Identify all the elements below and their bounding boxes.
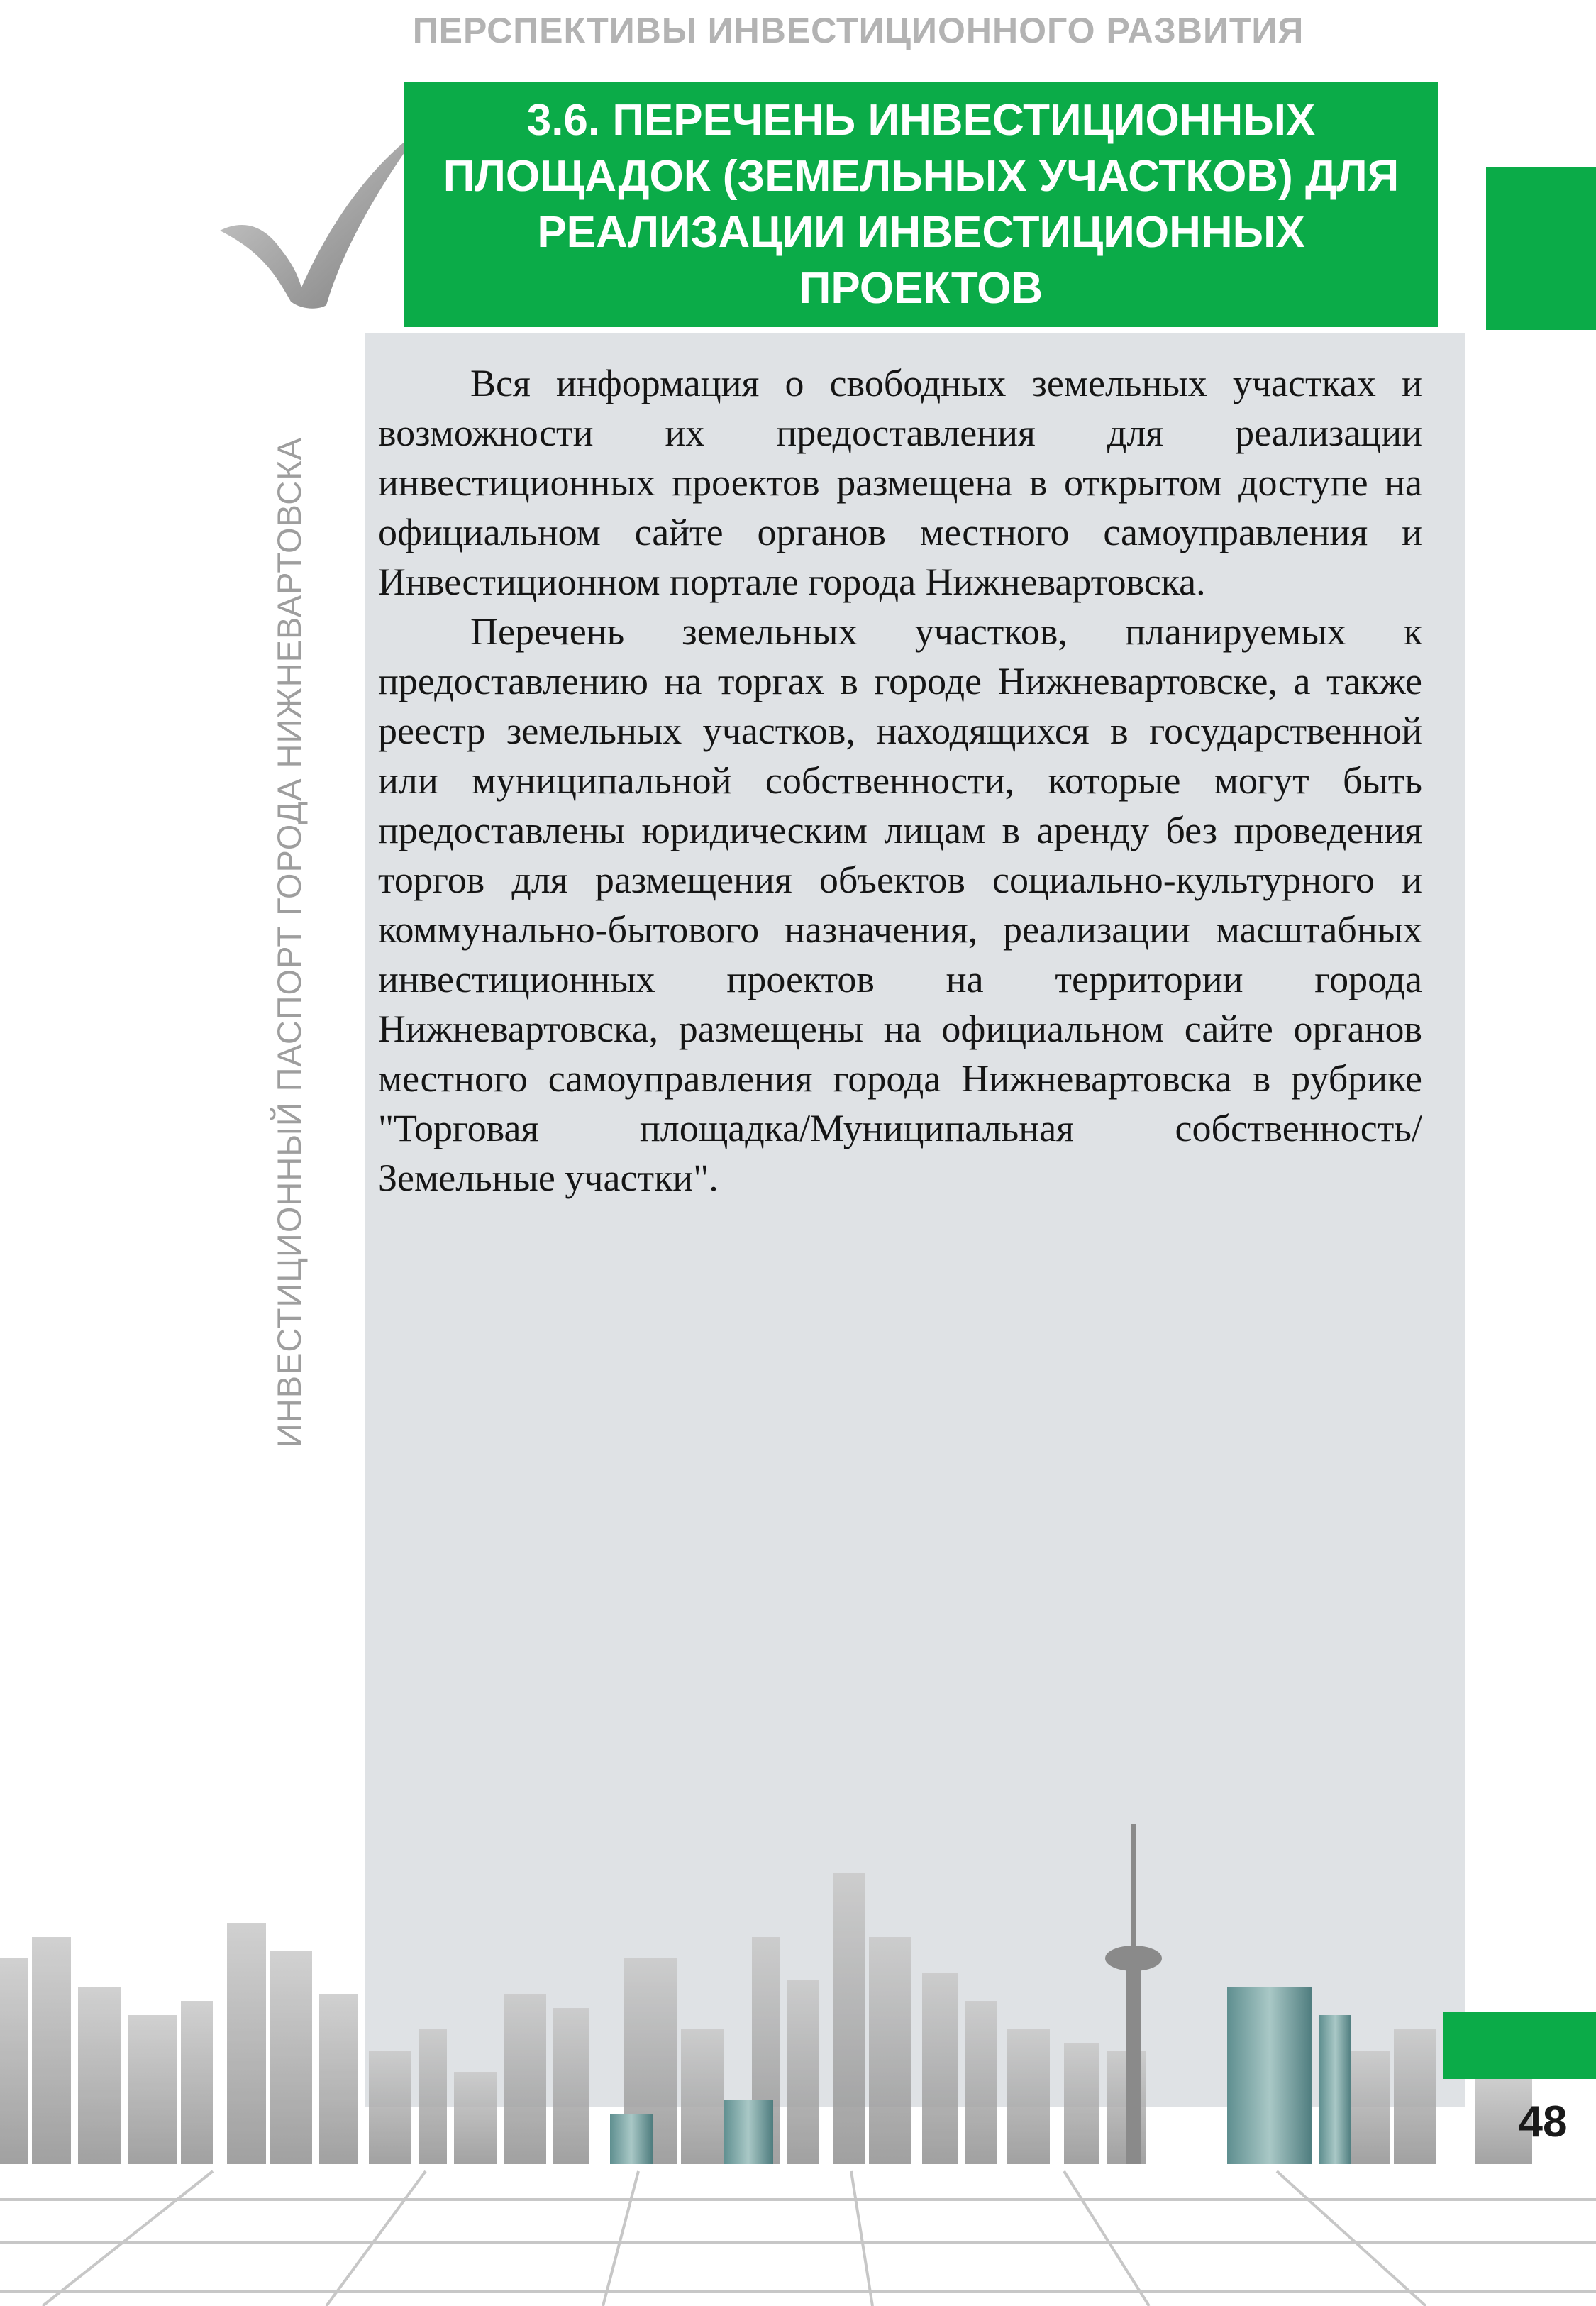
section-title: 3.6. ПЕРЕЧЕНЬ ИНВЕСТИЦИОННЫХ ПЛОЩАДОК (ЗЕМЕЛЬНЫХ УЧАСТКОВ) ДЛЯ РЕАЛИЗАЦИИ ИНВЕСТИЦИОННЫХ ПРОЕКТОВ <box>443 96 1400 313</box>
city-skyline-illustration <box>0 1816 1596 2306</box>
page-number-tab <box>1443 2012 1596 2079</box>
checkmark-icon <box>213 124 426 309</box>
body-text <box>378 358 1422 1203</box>
chapter-tab-marker <box>1486 167 1596 330</box>
paragraph-1: Вся информация о свободных земельных участках и возможности их предоставления для реализации инвестиционных проектов размещена в открытом доступе на официальном сайте органов местного самоуправления и Инвестиционном портале города Нижневартовска. <box>378 362 1422 603</box>
page-number: 48 <box>1518 2097 1568 2146</box>
paragraph-2: Перечень земельных участков, планируемых к предоставлению на торгах в городе Нижневартовске, а также реестр земельных участков, находящихся в государственной или муниципальной собственности, которые могут быть предоставлены юридическим лицам в аренду без проведения торгов для размещения объектов социально-культурного и коммунально-бытового назначения, реализации масштабных инвестиционных проектов на территории города Нижневартовска, размещены на официальном сайте органов местного самоуправления города Нижневартовска в рубрике "Торговая площадка/Муниципальная собственность/ Земельные участки". <box>378 610 1422 1199</box>
side-caption: ИНВЕСТИЦИОННЫЙ ПАСПОРТ ГОРОДА НИЖНЕВАРТОВСКА <box>270 437 308 1447</box>
section-title-banner <box>404 82 1438 327</box>
running-header: ПЕРСПЕКТИВЫ ИНВЕСТИЦИОННОГО РАЗВИТИЯ <box>412 11 1304 50</box>
